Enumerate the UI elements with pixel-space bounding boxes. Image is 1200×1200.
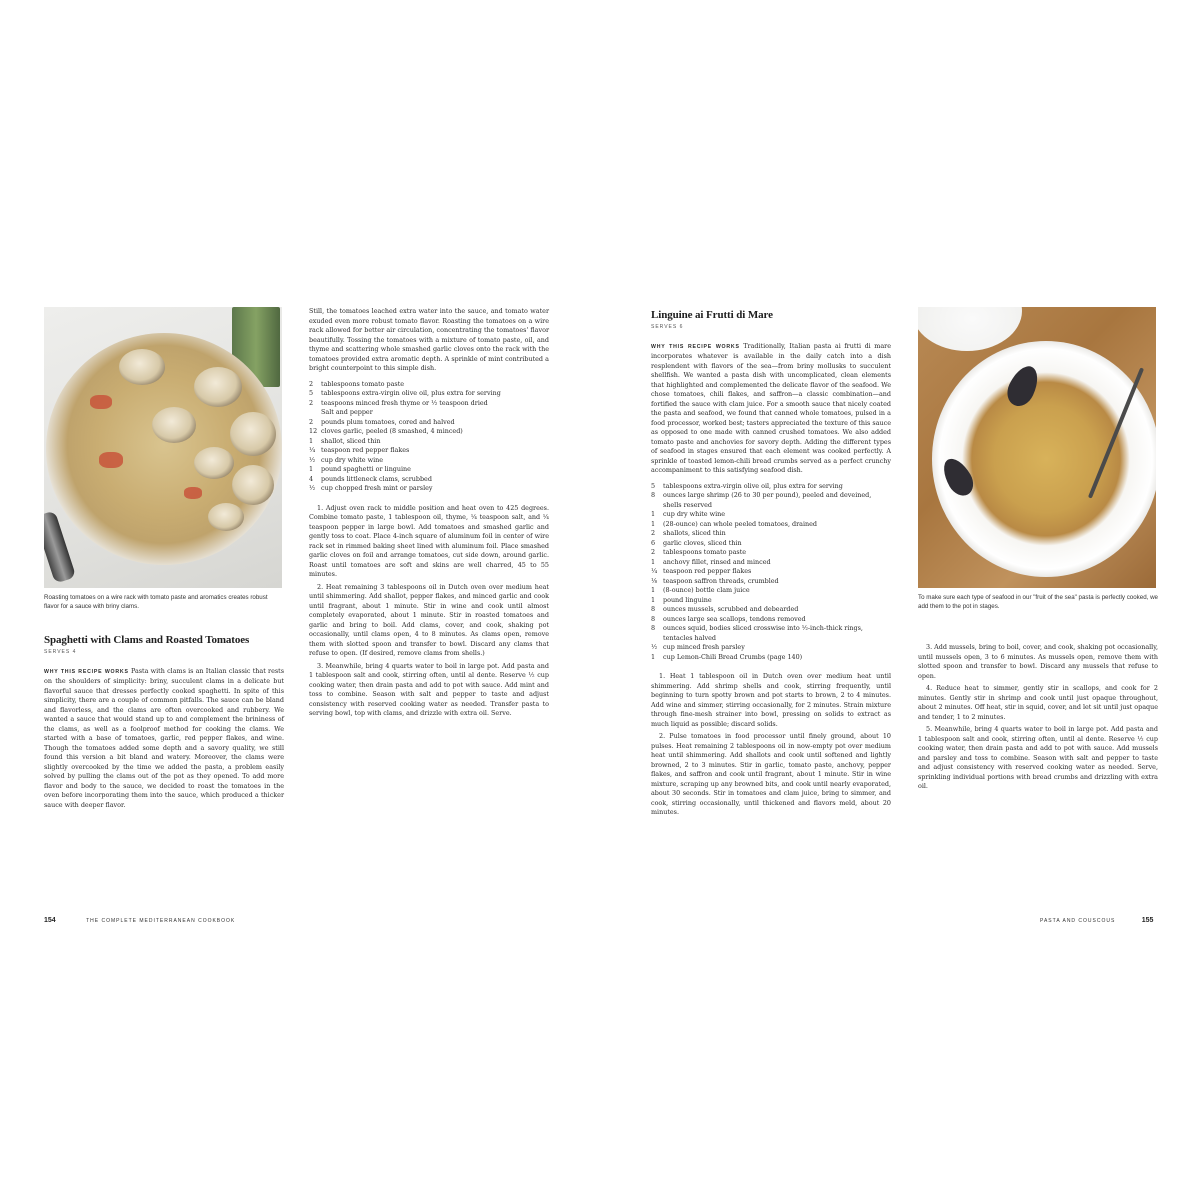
- ingredient: 6 garlic cloves, sliced thin: [651, 538, 742, 547]
- ingredient: 1 cup dry white wine: [651, 510, 726, 518]
- right-page-footer: [1040, 917, 1153, 924]
- why-text: Traditionally, Italian pasta ai frutti di mare incorporates whatever is available in the daily catch into a dish resplendent with flavors of the sea—from briny mollusks to succulent shellfish. We wanted a pasta dish with uncomplicated, clean elements that highlighted and complemented the delicate flavor of the seafood. We chose tomatoes, chili flakes, and saffron—a classic combination—and fortified the sauce with clam juice. For a smooth sauce that nicely coated the pasta and seafood, we found that canned whole tomatoes, pulsed in a food processor, worked best; tasters appreciated the texture of this sauce as opposed to one made with canned crushed tomatoes. We also added tomato paste and anchovies for savory depth. Adding the different types of seafood in stages ensured that each element was cooked perfectly. A sprinkle of toasted lemon-chili bread crumbs served as a perfect crunchy accompaniment to this satisfying seafood dish.: [651, 341, 891, 474]
- side-plate: [918, 307, 1022, 351]
- why-label: WHY THIS RECIPE WORKS: [651, 343, 740, 350]
- recipe-step: 5. Meanwhile, bring 4 quarts water to boil in large pot. Add pasta and 1 tablespoon salt and cook, stirring often, until al dente. Reserve ½ cup cooking water, then drain pasta and add to pot with sauce. Add mussels and parsley and toss to combine. Season with salt and pepper to taste and adjust consistency with reserved cooking water as needed. Serve, sprinkling individual portions with bread crumbs and drizzling with extra oil.: [918, 725, 1158, 790]
- ingredient-list: [651, 482, 891, 663]
- clam-shell: [152, 407, 196, 443]
- roasted-tomato: [90, 395, 112, 409]
- ingredient: 1 cup Lemon-Chili Bread Crumbs (page 140): [651, 652, 803, 661]
- ingredient: 8 ounces mussels, scrubbed and debearded: [651, 605, 799, 613]
- ingredient: ¼ teaspoon red pepper flakes: [309, 446, 410, 454]
- ingredient: Salt and pepper: [321, 408, 373, 416]
- ingredient: 5 tablespoons extra-virgin olive oil, plus extra for serving: [309, 389, 501, 397]
- recipe-step: 3. Meanwhile, bring 4 quarts water to boil in large pot. Add pasta and 1 tablespoon salt and cook, stirring often, until al dente. Reserve ½ cup cooking water, then drain pasta and add to pot with sauce. Add mint and toss to combine. Season with salt and pepper to taste and adjust consistency with reserved cooking water as needed. Transfer pasta to serving bowl, top with clams, and drizzle with extra oil. Serve.: [309, 661, 549, 717]
- roasted-tomato: [99, 452, 123, 468]
- clam-shell: [119, 349, 165, 385]
- recipe-step: 1. Adjust oven rack to middle position and heat oven to 425 degrees. Combine tomato paste, 1 tablespoon oil, thyme, ¼ teaspoon salt, and ¼ teaspoon pepper in large bowl. Add tomatoes and smashed garlic and gently toss to coat. Place 4-inch square of aluminum foil in center of wire rack set in rimmed baking sheet lined with aluminum foil. Place smashed garlic cloves on foil and arrange tomatoes, cut side down, around garlic. Roast until tomatoes are soft and skins are well charred, 45 to 55 minutes.: [309, 503, 549, 578]
- right-recipe-photo: [918, 307, 1156, 588]
- ingredient: 1 pound linguine: [651, 595, 712, 604]
- recipe-step: 1. Heat 1 tablespoon oil in Dutch oven over medium heat until shimmering. Add shrimp shells and cook, stirring frequently, until beginning to turn spotty brown and pot starts to brown, 2 to 4 minutes. Add wine and simmer, stirring occasionally, for 2 minutes. Strain mixture through fine-mesh strainer into bowl, pressing on solids to extract as much liquid as possible; discard solids.: [651, 672, 891, 728]
- why-text: Pasta with clams is an Italian classic that rests on the shoulders of simplicity: briny, succulent clams in a delicate but flavorful sauce that dresses perfectly cooked spaghetti. In spite of this simplicity, there are a couple of common pitfalls. The sauce can be bland and flavorless, and the clams are often overcooked and rubbery. We wanted a sauce that would stand up to and complement the brininess of the clams, as well as a foolproof method for cooking the clams. We started with a base of tomatoes, garlic, red pepper flakes, and wine. Though the tomatoes added some depth and a savory quality, we still found this version a bit bland and watery. Moreover, the clams were slightly overcooked by the time we added the pasta, a problem easily solved by pulling the clams out of the pot as they opened. To add more flavor and body to the sauce, we decided to roast the tomatoes in the oven before incorporating them into the sauce, which produced a thicker sauce with deeper flavor.: [44, 666, 284, 809]
- ingredient: 1 pound spaghetti or linguine: [309, 465, 411, 473]
- right-recipe-column-1: [651, 309, 891, 821]
- recipe-title: Spaghetti with Clams and Roasted Tomatoes: [44, 634, 250, 646]
- right-recipe-column-2: [918, 643, 1158, 795]
- left-page-footer: [44, 917, 235, 924]
- why-text-continued: Still, the tomatoes leached extra water into the sauce, and tomato water exuded even more robust tomato flavor. Roasting the tomatoes on a wire rack allowed for better air circulation, concentrating the tomatoes' flavor beautifully. Tossing the tomatoes with a mixture of tomato paste, oil, and thyme and scattering whole smashed garlic cloves onto the rack with the tomatoes provided extra aromatic depth. A sprinkle of mint contributed a bright counterpoint to this simple dish.: [309, 307, 549, 372]
- ingredient: 1 anchovy fillet, rinsed and minced: [651, 557, 771, 566]
- ingredient: 2 teaspoons minced fresh thyme or ½ teaspoon dried: [309, 398, 488, 407]
- ingredient: 1 (8-ounce) bottle clam juice: [651, 586, 750, 594]
- recipe-title: Linguine ai Frutti di Mare: [651, 309, 773, 321]
- ingredient: 2 shallots, sliced thin: [651, 529, 726, 537]
- recipe-step: 2. Pulse tomatoes in food processor until finely ground, about 10 pulses. Heat remaining 2 tablespoons oil in now-empty pot over medium heat until shimmering. Add shallots and cook until softened and lightly browned, 2 to 3 minutes. Stir in garlic, tomato paste, anchovy, pepper flakes, and saffron and cook until fragrant, about 1 minute. Stir in wine mixture, scraping up any browned bits, and cook until nearly evaporated, about 30 seconds. Stir in tomatoes and clam juice, bring to simmer, and cook, stirring occasionally, until thickened and flavors meld, about 20 minutes.: [651, 732, 891, 816]
- clam-shell: [232, 465, 274, 505]
- left-recipe-photo: [44, 307, 282, 588]
- ingredient: ½ cup dry white wine: [309, 455, 384, 464]
- ingredient: 1 (28-ounce) can whole peeled tomatoes, drained: [651, 519, 817, 528]
- ingredient: ½ cup chopped fresh mint or parsley: [309, 484, 433, 492]
- running-head: PASTA AND COUSCOUS: [1040, 918, 1116, 924]
- ingredient: 2 tablespoons tomato paste: [309, 379, 405, 388]
- page-number: 154: [44, 917, 56, 924]
- ingredient: 8 ounces large sea scallops, tendons removed: [651, 614, 806, 623]
- ingredient: ⅛ teaspoon saffron threads, crumbled: [651, 576, 779, 585]
- clam-shell: [208, 503, 244, 531]
- clam-shell: [194, 367, 242, 407]
- clam-shell: [194, 447, 234, 479]
- ingredient: 12 cloves garlic, peeled (8 smashed, 4 minced): [309, 427, 463, 435]
- ingredient: 2 tablespoons tomato paste: [651, 548, 747, 556]
- ingredient: 1 shallot, sliced thin: [309, 436, 381, 445]
- ingredient: 2 pounds plum tomatoes, cored and halved: [309, 417, 455, 426]
- ingredient: 5 tablespoons extra-virgin olive oil, plus extra for serving: [651, 481, 843, 490]
- why-this-recipe-works: [651, 342, 891, 476]
- left-recipe-column-1: [44, 634, 284, 813]
- roasted-tomato: [184, 487, 202, 499]
- recipe-serves: SERVES 4: [44, 649, 77, 655]
- ingredient: 8 ounces large shrimp (26 to 30 per pound), peeled and deveined, shells reserved: [651, 491, 872, 509]
- ingredient-list: [309, 380, 549, 494]
- running-head: THE COMPLETE MEDITERRANEAN COOKBOOK: [86, 918, 236, 924]
- recipe-step: 2. Heat remaining 3 tablespoons oil in Dutch oven over medium heat until shimmering. Add shallot, pepper flakes, and minced garlic and cook until fragrant, about 1 minute. Stir in wine and cook until almost completely evaporated, about 1 minute. Stir in roasted tomatoes and garlic and bring to boil. Add clams, cover, and cook, shaking pot occasionally, until clams open, 4 to 8 minutes. As clams open, remove them with slotted spoon and transfer to bowl. Discard any clams that refuse to open. (If desired, remove clams from shells.): [309, 582, 549, 657]
- left-recipe-column-2: [309, 307, 549, 722]
- recipe-step: 3. Add mussels, bring to boil, cover, and cook, shaking pot occasionally, until mussels open, 3 to 6 minutes. As mussels open, remove them with slotted spoon and transfer to bowl. Discard any mussels that refuse to open.: [918, 643, 1159, 680]
- right-photo-caption: To make sure each type of seafood in our "fruit of the sea" pasta is perfectly cooked, we add them to the pot in stages.: [918, 594, 1158, 610]
- recipe-serves: SERVES 6: [651, 324, 684, 330]
- ingredient: ¼ teaspoon red pepper flakes: [651, 567, 752, 575]
- why-label: WHY THIS RECIPE WORKS: [44, 668, 129, 675]
- clam-shell: [230, 412, 276, 456]
- why-this-recipe-works: [44, 667, 284, 811]
- ingredient: 4 pounds littleneck clams, scrubbed: [309, 474, 432, 483]
- pasta-plate: [932, 341, 1156, 577]
- ingredient: ½ cup minced fresh parsley: [651, 643, 745, 651]
- left-photo-caption: Roasting tomatoes on a wire rack with tomato paste and aromatics creates robust flavor for a sauce with briny clams.: [44, 594, 268, 610]
- recipe-step: 4. Reduce heat to simmer, gently stir in scallops, and cook for 2 minutes. Gently stir in shrimp and cook until just opaque throughout, about 2 minutes. Off heat, stir in squid, cover, and let sit until just opaque and tender, 1 to 2 minutes.: [918, 684, 1158, 721]
- page-number: 155: [1141, 917, 1154, 924]
- ingredient: 8 ounces squid, bodies sliced crosswise into ½-inch-thick rings, tentacles halved: [651, 624, 863, 642]
